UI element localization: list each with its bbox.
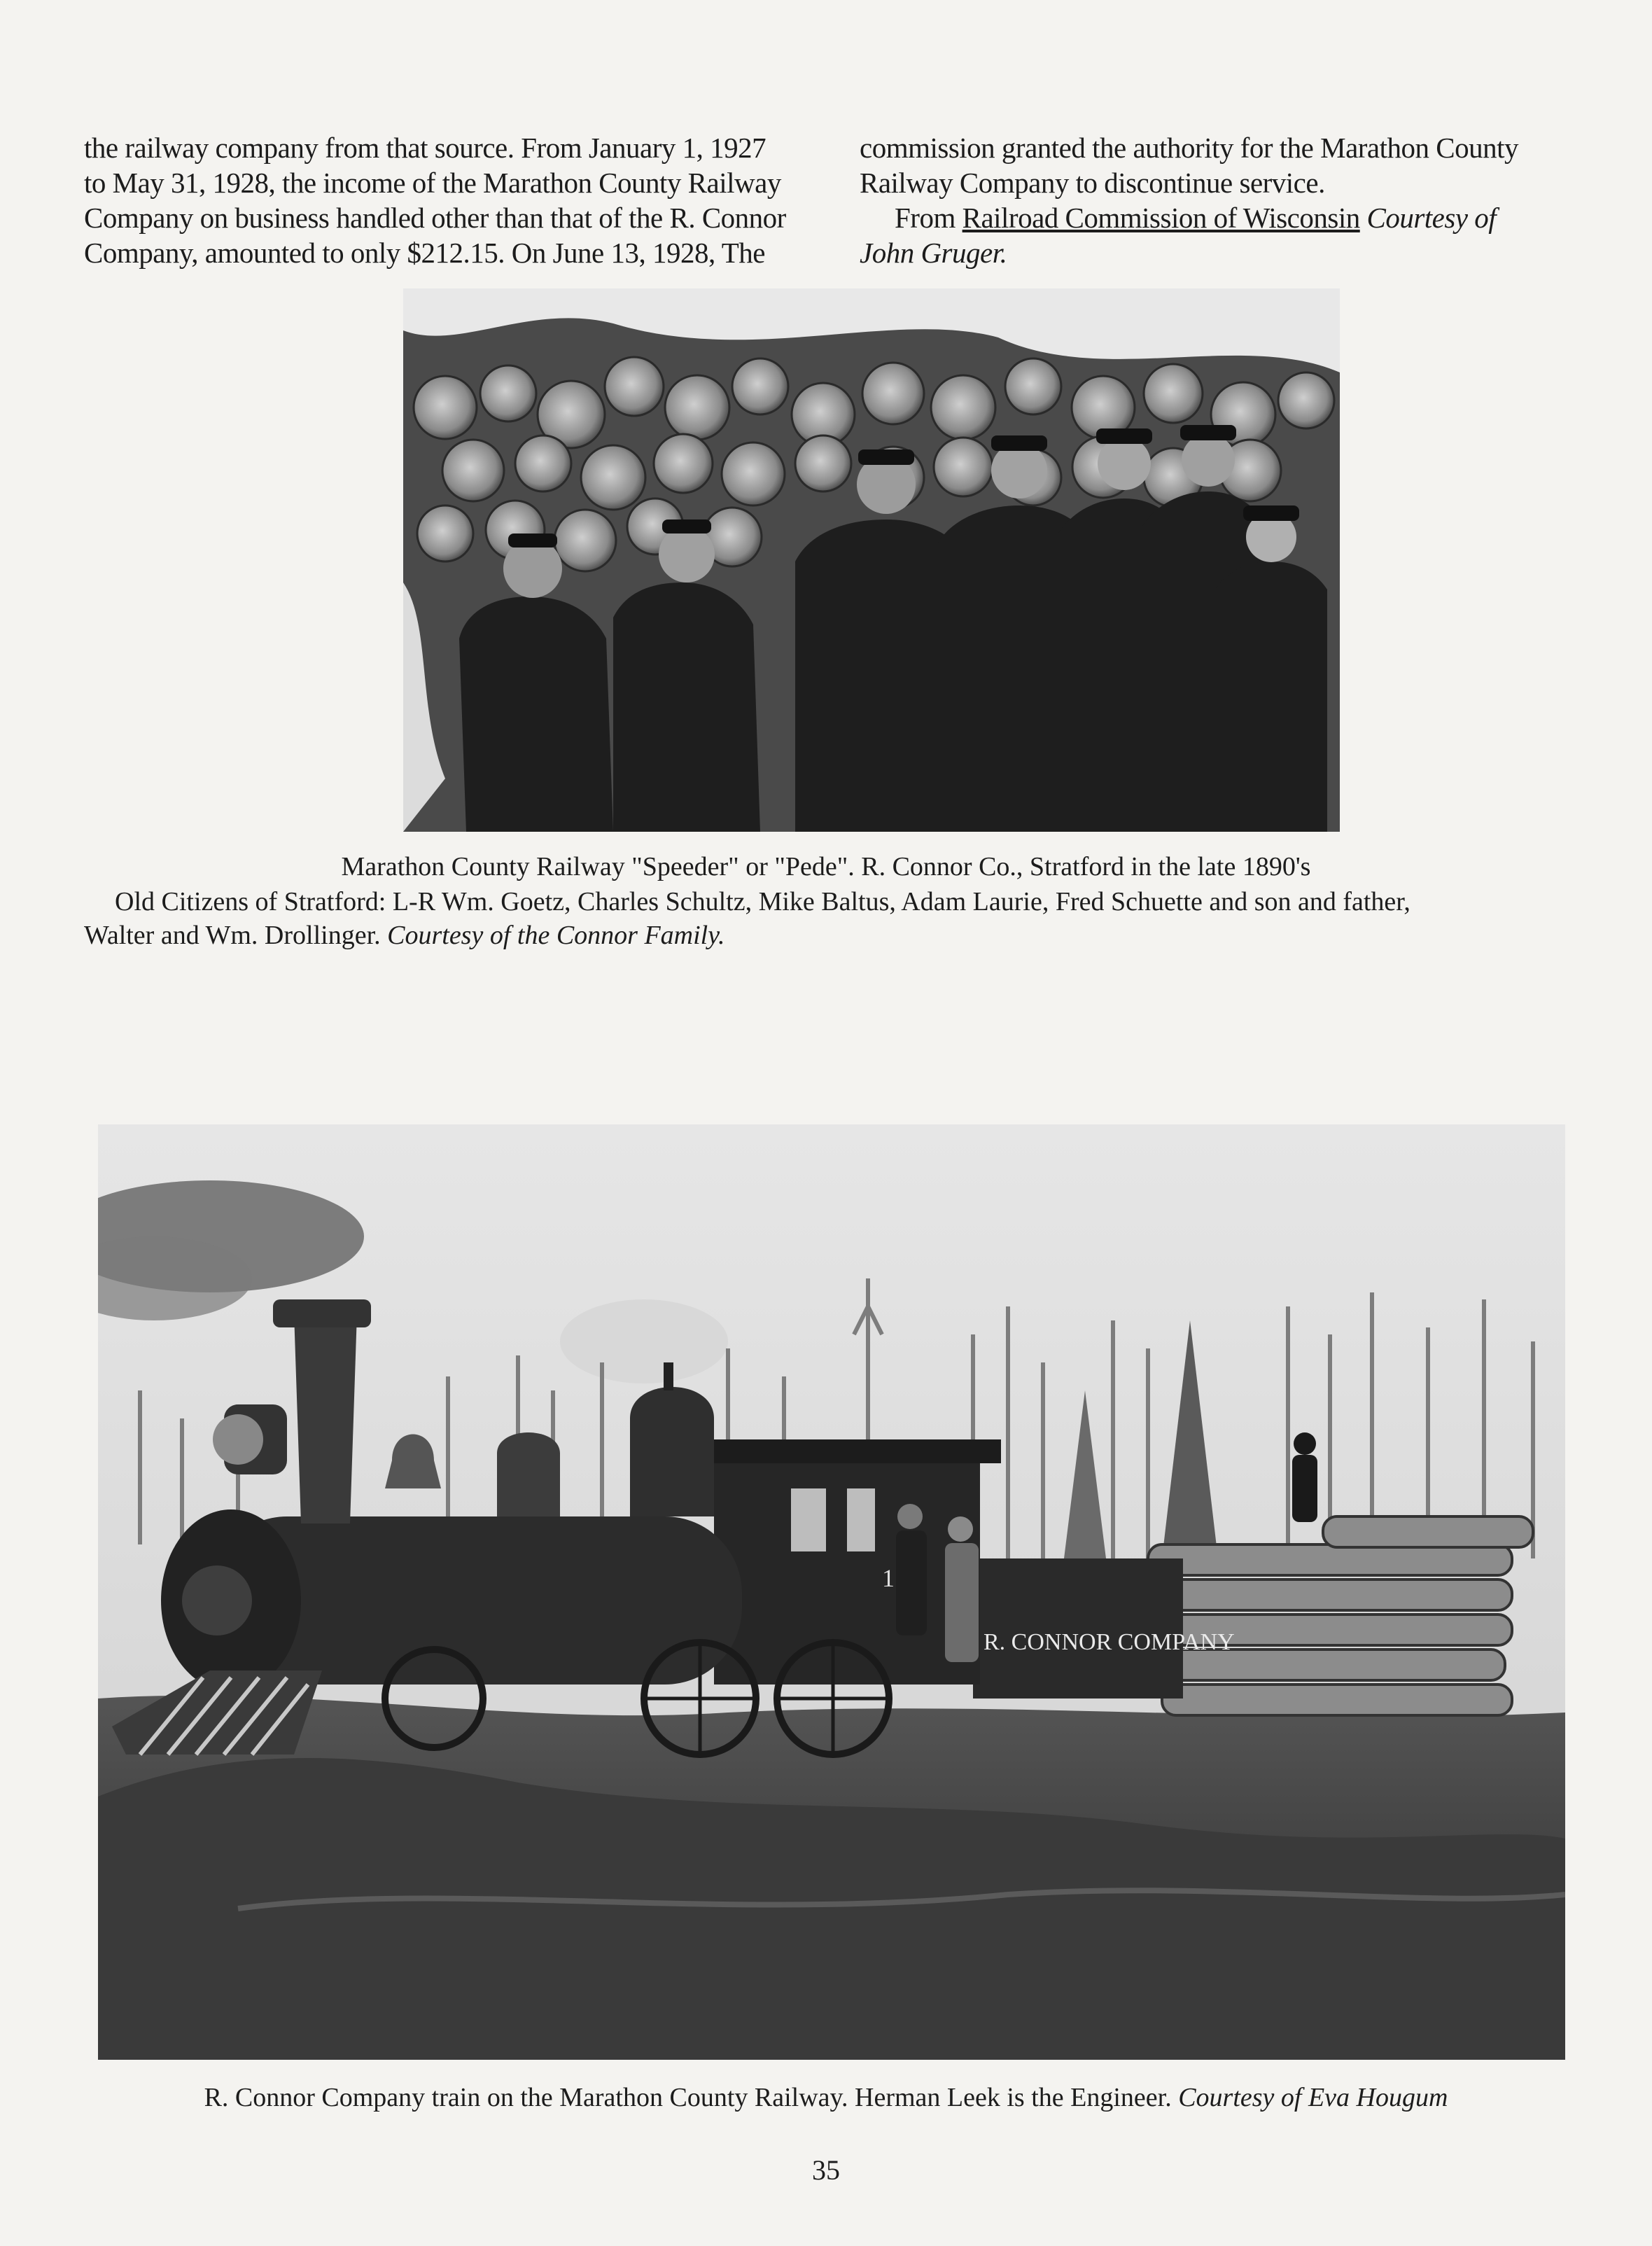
group-portrait-image xyxy=(403,288,1340,832)
credit-text: Courtesy of xyxy=(1359,202,1497,234)
photo-caption-title: Marathon County Railway "Speeder" or "Pede". R. Connor Co., Stratford in the late 1890's xyxy=(341,852,1311,881)
source-prefix: From xyxy=(895,202,962,234)
source-citation xyxy=(860,200,1567,235)
caption-line: Old Citizens of Stratford: L-R Wm. Goetz, Charles Schultz, Mike Baltus, Adam Laurie, Fred Schuette and son and father, xyxy=(115,887,1410,916)
photo-credit: Courtesy of Eva Hougum xyxy=(1178,2083,1448,2112)
credit-name: John Gruger. xyxy=(860,237,1007,269)
paragraph-line: to May 31, 1928, the income of the Marathon County Railway xyxy=(84,167,781,199)
text-column-right xyxy=(860,130,1567,270)
paragraph-line: commission granted the authority for the Marathon County xyxy=(860,132,1519,164)
group-portrait-photo xyxy=(403,288,1340,832)
source-title: Railroad Commission of Wisconsin xyxy=(962,202,1360,234)
paragraph-line: Railway Company to discontinue service. xyxy=(860,167,1325,199)
locomotive-number: 1 xyxy=(882,1564,895,1592)
paragraph-line: Company on business handled other than that of the R. Connor xyxy=(84,202,786,234)
tender-lettering: R. CONNOR COMPANY xyxy=(983,1629,1235,1655)
paragraph-line: the railway company from that source. From January 1, 1927 xyxy=(84,132,766,164)
locomotive-photo xyxy=(98,1124,1565,2060)
page-number: 35 xyxy=(812,2154,840,2186)
photo-caption xyxy=(0,2081,1652,2114)
paragraph-line: Company, amounted to only $212.15. On June 13, 1928, The xyxy=(84,237,765,269)
locomotive-image xyxy=(98,1124,1565,2060)
caption-line: Walter and Wm. Drollinger. xyxy=(84,921,388,950)
photo-credit: Courtesy of the Connor Family. xyxy=(387,921,725,950)
caption-text: R. Connor Company train on the Marathon County Railway. Herman Leek is the Engineer. xyxy=(204,2083,1179,2112)
text-column-left xyxy=(84,130,791,270)
photo-caption xyxy=(84,885,1568,952)
